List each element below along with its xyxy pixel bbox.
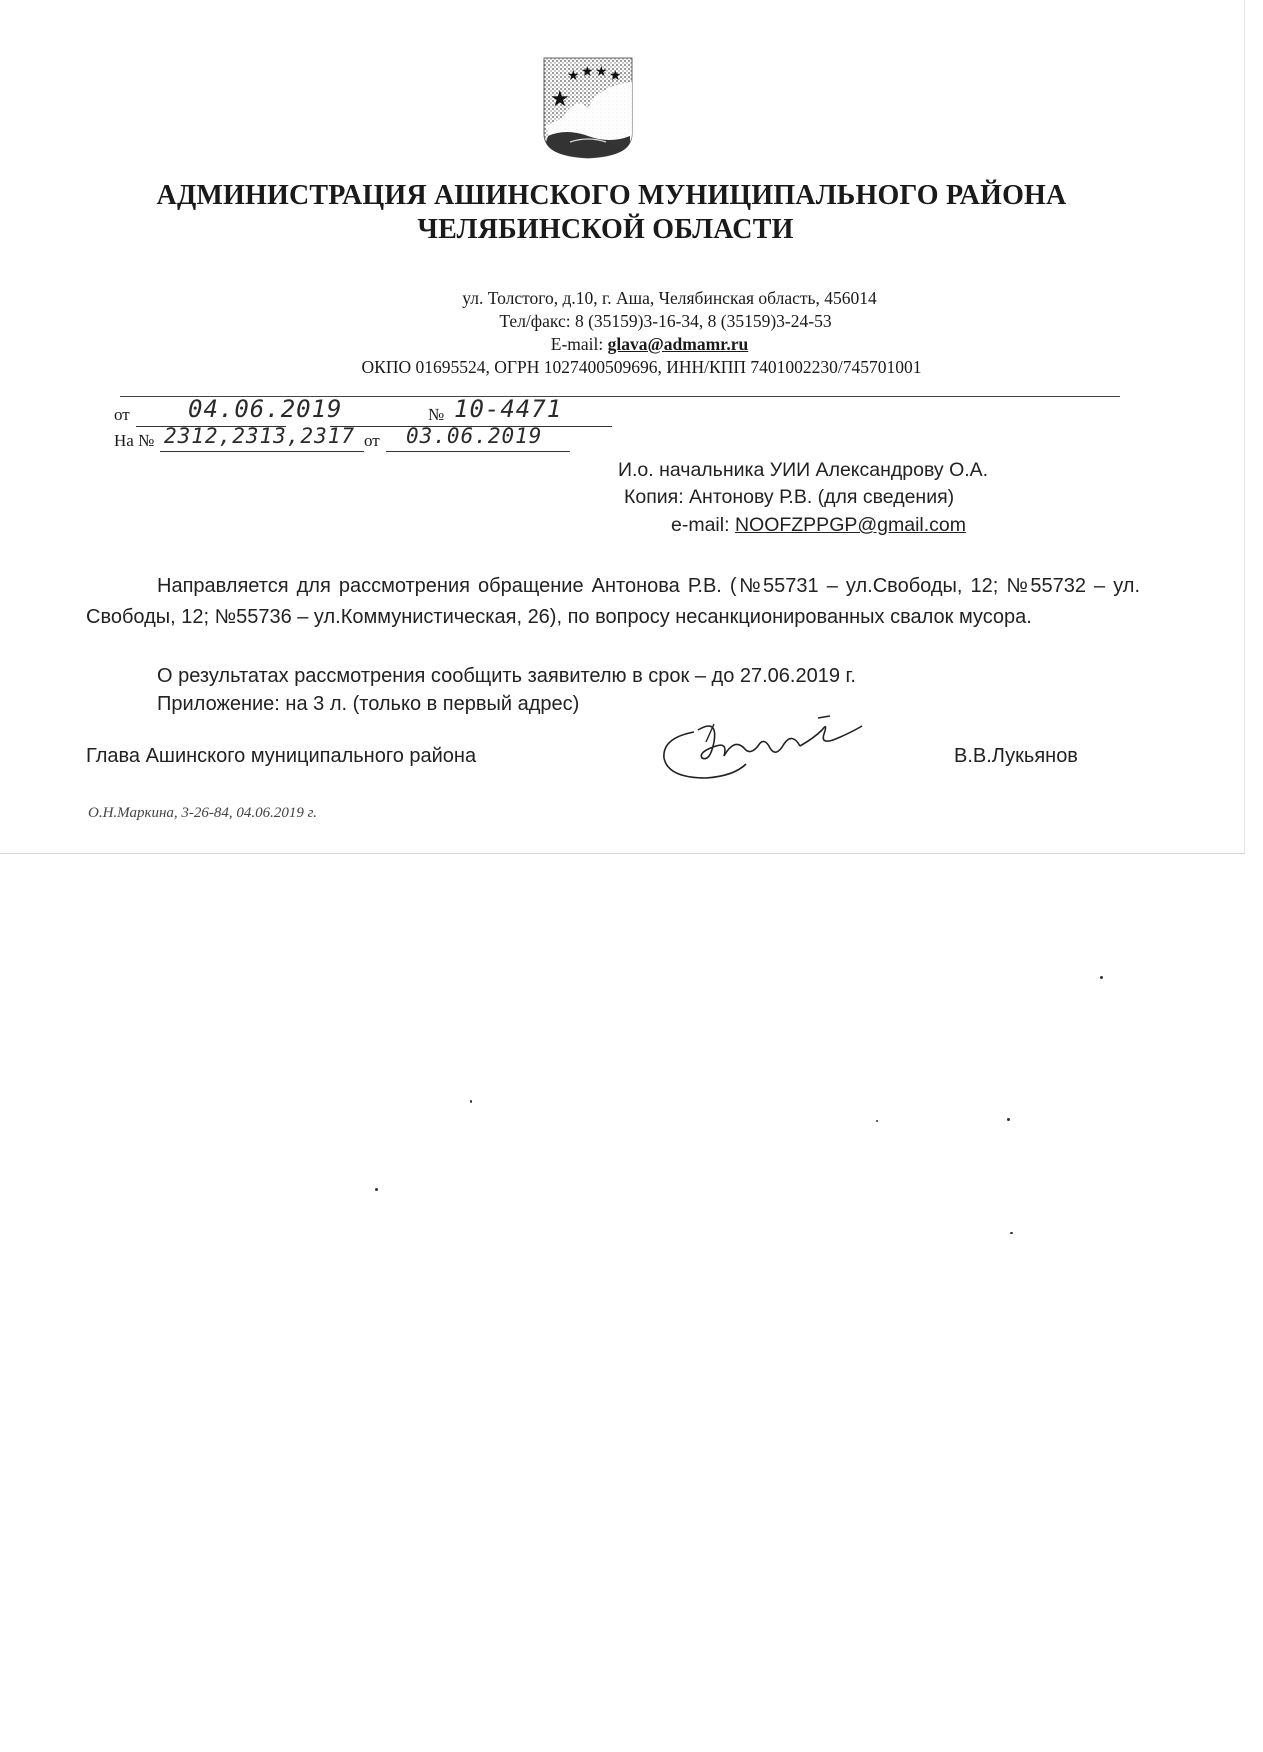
reg-number-label: № xyxy=(428,405,445,424)
svg-text:★: ★ xyxy=(567,68,580,84)
ref-date-underline xyxy=(386,451,570,452)
svg-text:★: ★ xyxy=(609,68,622,84)
reg-date-label: от xyxy=(114,405,130,424)
addressee-copy: Копия: Антонову Р.В. (для сведения) xyxy=(624,486,955,508)
addressee-email-link[interactable]: NOOFZPPGP@gmail.com xyxy=(734,514,967,536)
org-address: ул. Толстого, д.10, г. Аша, Челябинская область, 456014 xyxy=(462,288,877,308)
ref-number-value: 2312,2313,2317 xyxy=(164,424,356,448)
scan-speck xyxy=(1010,1232,1013,1234)
scan-speck xyxy=(1007,1118,1010,1121)
org-title-line-2: ЧЕЛЯБИНСКОЙ ОБЛАСТИ xyxy=(417,214,794,245)
coat-of-arms-icon xyxy=(540,56,636,160)
addressee-email xyxy=(671,514,966,537)
ref-date-label: от xyxy=(364,431,380,450)
ref-date-value: 03.06.2019 xyxy=(406,424,543,448)
signer-position: Глава Ашинского муниципального района xyxy=(86,745,477,767)
scan-speck xyxy=(470,1100,472,1103)
executor-note: О.Н.Маркина, 3-26-84, 04.06.2019 г. xyxy=(88,805,318,821)
signer-name: В.В.Лукьянов xyxy=(954,745,1078,767)
svg-text:★: ★ xyxy=(581,64,594,80)
scan-speck xyxy=(375,1188,378,1191)
scan-edge xyxy=(1244,0,1245,853)
addressee-main: И.о. начальника УИИ Александрову О.А. xyxy=(618,459,989,481)
scan-speck xyxy=(1100,976,1103,979)
reg-number-value: 10-4471 xyxy=(454,395,563,423)
scan-speck xyxy=(876,1120,878,1122)
scan-edge xyxy=(0,853,1245,854)
reg-date-value: 04.06.2019 xyxy=(188,395,343,423)
org-email xyxy=(18,334,1263,355)
addressee-email-label: e-mail: xyxy=(671,514,735,536)
org-requisites: ОКПО 01695524, ОГРН 1027400509696, ИНН/КПП 7401002230/745701001 xyxy=(361,357,922,377)
ref-number-underline xyxy=(160,451,364,452)
ref-number-label: На № xyxy=(114,431,155,450)
body-paragraph-request: Направляется для рассмотрения обращение Антонова Р.В. (№55731 – ул.Свободы, 12; №55732 – ул. Свободы, 12; №55736 – ул.Коммунистическая, 26), по вопросу несанкционированных свалок мусора. xyxy=(86,575,1140,628)
svg-text:★: ★ xyxy=(595,64,608,80)
org-phone-fax: Тел/факс: 8 (35159)3-16-34, 8 (35159)3-24-53 xyxy=(499,311,832,331)
org-email-link[interactable]: glava@admamr.ru xyxy=(607,334,749,354)
org-title-line-1: АДМИНИСТРАЦИЯ АШИНСКОГО МУНИЦИПАЛЬНОГО РАЙОНА xyxy=(156,180,1067,211)
body-paragraph-deadline: О результатах рассмотрения сообщить заявителю в срок – до 27.06.2019 г. xyxy=(157,665,856,687)
svg-text:★: ★ xyxy=(550,87,570,112)
org-email-label: E-mail: xyxy=(550,334,608,354)
body-paragraph-attachment: Приложение: на 3 л. (только в первый адрес) xyxy=(157,693,580,715)
handwritten-signature-icon xyxy=(654,712,870,786)
